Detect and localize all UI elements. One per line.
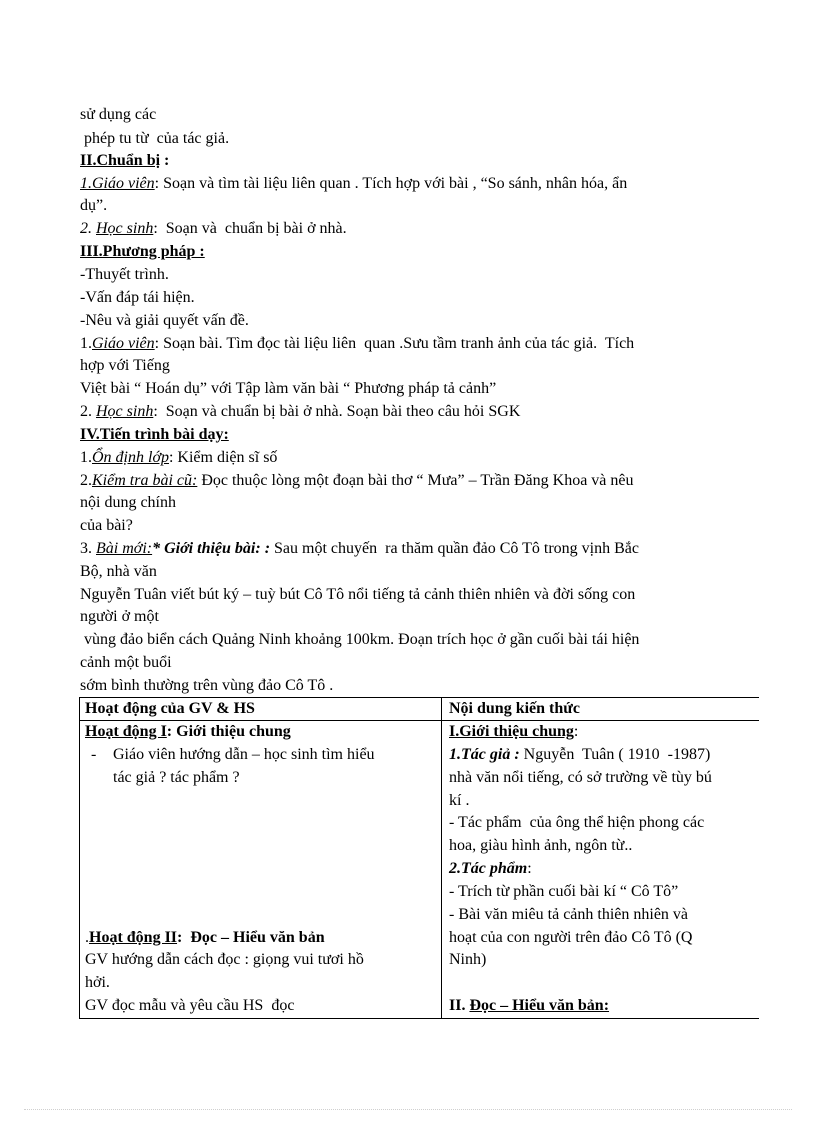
table-border bbox=[79, 1018, 759, 1019]
text-line: người ở một bbox=[80, 608, 159, 625]
table-header-activities: Hoạt động của GV & HS bbox=[85, 700, 255, 717]
text-line: 2. Học sinh: Soạn và chuẩn bị bài ở nhà. bbox=[80, 220, 347, 237]
text-line: 1.Giáo viên: Soạn bài. Tìm đọc tài liệu liên quan .Sưu tầm tranh ảnh của tác giả. Tích bbox=[80, 335, 635, 352]
text-line: -Vấn đáp tái hiện. bbox=[80, 289, 195, 306]
table-border bbox=[79, 697, 80, 1019]
text-line: hởi. bbox=[85, 974, 110, 991]
list-item: - Giáo viên hướng dẫn – học sinh tìm hiểu bbox=[91, 746, 375, 763]
text-line: hoa, giàu hình ảnh, ngôn từ.. bbox=[449, 837, 633, 854]
text-line: 2.Kiểm tra bài cũ: Đọc thuộc lòng một đoạn bài thơ “ Mưa” – Trần Đăng Khoa và nêu bbox=[80, 472, 634, 489]
text-line: - Trích từ phần cuối bài kí “ Cô Tô” bbox=[449, 883, 679, 900]
text-line: -Nêu và giải quyết vấn đề. bbox=[80, 312, 249, 329]
text-line: GV đọc mẫu và yêu cầu HS đọc bbox=[85, 997, 295, 1014]
text-line: sử dụng các bbox=[80, 106, 157, 123]
text-line: sớm bình thường trên vùng đảo Cô Tô . bbox=[80, 677, 334, 694]
list-item-cont: tác giả ? tác phẩm ? bbox=[113, 769, 240, 786]
text-line: nhà văn nổi tiếng, có sở trường về tùy bú bbox=[449, 769, 712, 786]
text-line: Nguyễn Tuân viết bút ký – tuỳ bút Cô Tô nổi tiếng tả cảnh thiên nhiên và đời sống con bbox=[80, 586, 636, 603]
text-line: 2. Học sinh: Soạn và chuẩn bị bài ở nhà. Soạn bài theo câu hỏi SGK bbox=[80, 403, 521, 420]
text-line: - Tác phẩm của ông thể hiện phong các bbox=[449, 814, 705, 831]
text-line: của bài? bbox=[80, 517, 133, 534]
text-line: phép tu từ của tác giả. bbox=[80, 130, 230, 147]
text-line: vùng đảo biển cách Quảng Ninh khoảng 100km. Đoạn trích học ở gần cuối bài tái hiện bbox=[80, 631, 640, 648]
section-heading-method: III.Phương pháp : bbox=[80, 243, 205, 260]
activity-1-heading: Hoạt động I: Giới thiệu chung bbox=[85, 723, 291, 740]
section-reading-heading: II. Đọc – Hiểu văn bản: bbox=[449, 997, 610, 1014]
text-line: 1.Giáo viên: Soạn và tìm tài liệu liên quan . Tích hợp với bài , “So sánh, nhân hóa, ẩn bbox=[80, 175, 628, 192]
text-line: -Thuyết trình. bbox=[80, 266, 169, 283]
lesson-table bbox=[79, 697, 759, 1019]
text-line: Bộ, nhà văn bbox=[80, 563, 157, 580]
text-line: 1.Tác giả : Nguyễn Tuân ( 1910 -1987) bbox=[449, 746, 711, 763]
section-intro-heading: I.Giới thiệu chung: bbox=[449, 723, 579, 740]
text-line: 1.Ổn định lớp: Kiểm diện sĩ số bbox=[80, 449, 278, 466]
page-bottom-rule bbox=[24, 1109, 792, 1110]
text-line: nội dung chính bbox=[80, 494, 176, 511]
text-line: Ninh) bbox=[449, 951, 487, 968]
text-line: dụ”. bbox=[80, 197, 108, 214]
section-heading-process: IV.Tiến trình bài dạy: bbox=[80, 426, 229, 443]
text-line: GV hướng dẫn cách đọc : giọng vui tươi hồ bbox=[85, 951, 364, 968]
table-header-content: Nội dung kiến thức bbox=[449, 700, 580, 717]
text-line: hợp với Tiếng bbox=[80, 357, 170, 374]
text-line: - Bài văn miêu tả cảnh thiên nhiên và bbox=[449, 906, 689, 923]
text-line: cảnh một buổi bbox=[80, 654, 172, 671]
table-border bbox=[441, 697, 442, 1019]
text-line: Việt bài “ Hoán dụ” với Tập làm văn bài “ Phương pháp tả cảnh” bbox=[80, 380, 497, 397]
text-line: kí . bbox=[449, 792, 470, 809]
activity-2-heading: .Hoạt động II: Đọc – Hiểu văn bản bbox=[85, 929, 325, 946]
section-heading-preparation: II.Chuẩn bị : bbox=[80, 152, 170, 169]
text-line: 2.Tác phẩm: bbox=[449, 860, 532, 877]
text-line: 3. Bài mới:* Giới thiệu bài: : Sau một chuyến ra thăm quần đảo Cô Tô trong vịnh Bắc bbox=[80, 540, 639, 557]
text-line: hoạt của con người trên đảo Cô Tô (Q bbox=[449, 929, 693, 946]
